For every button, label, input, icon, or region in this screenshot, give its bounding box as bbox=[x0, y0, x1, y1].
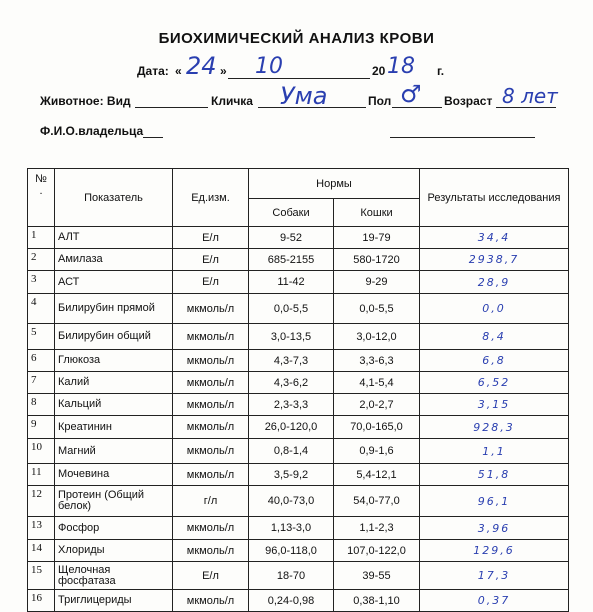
row-unit: мкмоль/л bbox=[173, 294, 249, 324]
row-unit: мкмоль/л bbox=[173, 394, 249, 416]
row-indicator: Глюкоза bbox=[55, 350, 173, 372]
row-unit: мкмоль/л bbox=[173, 464, 249, 486]
row-norm-dogs: 0,8-1,4 bbox=[249, 439, 334, 464]
row-norm-cats: 54,0-77,0 bbox=[334, 486, 420, 517]
row-norm-dogs: 0,24-0,98 bbox=[249, 590, 334, 612]
date-month-line bbox=[228, 78, 370, 79]
row-norm-cats: 0,9-1,6 bbox=[334, 439, 420, 464]
table-row bbox=[28, 324, 569, 350]
row-norm-cats: 4,1-5,4 bbox=[334, 372, 420, 394]
header-unit: Ед.изм. bbox=[173, 169, 249, 227]
table-row bbox=[28, 372, 569, 394]
row-indicator: Мочевина bbox=[55, 464, 173, 486]
row-norm-cats: 9-29 bbox=[334, 271, 420, 294]
date-year-value: 18 bbox=[387, 54, 415, 79]
table-row bbox=[28, 394, 569, 416]
animal-nick-value: Ума bbox=[280, 82, 328, 110]
row-number: 2 bbox=[28, 249, 55, 271]
row-norm-cats: 70,0-165,0 bbox=[334, 416, 420, 439]
header-dogs: Собаки bbox=[249, 199, 334, 227]
row-unit: Е/л bbox=[173, 227, 249, 249]
row-unit: Е/л bbox=[173, 271, 249, 294]
row-indicator: Фосфор bbox=[55, 517, 173, 540]
row-number: 7 bbox=[28, 372, 55, 394]
row-indicator: Билирубин общий bbox=[55, 324, 173, 350]
table-row bbox=[28, 486, 569, 517]
row-norm-cats: 19-79 bbox=[334, 227, 420, 249]
row-number: 5 bbox=[28, 324, 55, 350]
animal-age-label: Возраст bbox=[444, 94, 493, 108]
row-indicator: АСТ bbox=[55, 271, 173, 294]
row-number: 16 bbox=[28, 590, 55, 612]
row-norm-cats: 0,0-5,5 bbox=[334, 294, 420, 324]
row-number: 3 bbox=[28, 271, 55, 294]
row-indicator: Протеин (Общий белок) bbox=[55, 486, 173, 517]
row-norm-dogs: 1,13-3,0 bbox=[249, 517, 334, 540]
table-row bbox=[28, 562, 569, 590]
row-unit: мкмоль/л bbox=[173, 416, 249, 439]
table-row bbox=[28, 271, 569, 294]
animal-sex-value: ♂ bbox=[400, 80, 422, 108]
row-number: 12 bbox=[28, 486, 55, 517]
row-unit: г/л bbox=[173, 486, 249, 517]
row-number: 13 bbox=[28, 517, 55, 540]
row-indicator: Калий bbox=[55, 372, 173, 394]
owner-line-2 bbox=[390, 137, 535, 138]
table-row bbox=[28, 350, 569, 372]
row-unit: мкмоль/л bbox=[173, 324, 249, 350]
row-indicator: Щелочная фосфатаза bbox=[55, 562, 173, 590]
row-result: 96,1 bbox=[420, 486, 569, 517]
row-norm-cats: 3,3-6,3 bbox=[334, 350, 420, 372]
row-unit: Е/л bbox=[173, 562, 249, 590]
row-unit: Е/л bbox=[173, 249, 249, 271]
date-year-prefix: 20 bbox=[372, 64, 386, 78]
date-quote-close: » bbox=[220, 64, 227, 78]
row-norm-dogs: 40,0-73,0 bbox=[249, 486, 334, 517]
row-result: 6,52 bbox=[420, 372, 569, 394]
row-indicator: Билирубин прямой bbox=[55, 294, 173, 324]
row-norm-dogs: 11-42 bbox=[249, 271, 334, 294]
row-indicator: Креатинин bbox=[55, 416, 173, 439]
row-number: 9 bbox=[28, 416, 55, 439]
row-indicator: Амилаза bbox=[55, 249, 173, 271]
row-result: 0,0 bbox=[420, 294, 569, 324]
table-row bbox=[28, 540, 569, 562]
row-norm-dogs: 4,3-6,2 bbox=[249, 372, 334, 394]
row-indicator: АЛТ bbox=[55, 227, 173, 249]
header-num-dot: . bbox=[39, 185, 43, 197]
header-num-label: № bbox=[35, 173, 47, 185]
animal-sex-label: Пол bbox=[368, 94, 392, 108]
row-result: 2938,7 bbox=[420, 249, 569, 271]
animal-age-value: 8 лет bbox=[502, 84, 558, 108]
date-quote-open: « bbox=[175, 64, 182, 78]
row-result: 28,9 bbox=[420, 271, 569, 294]
row-number: 15 bbox=[28, 562, 55, 590]
table-row bbox=[28, 294, 569, 324]
row-unit: мкмоль/л bbox=[173, 540, 249, 562]
row-norm-dogs: 26,0-120,0 bbox=[249, 416, 334, 439]
row-indicator: Кальций bbox=[55, 394, 173, 416]
form-title: БИОХИМИЧЕСКИЙ АНАЛИЗ КРОВИ bbox=[158, 30, 435, 47]
row-norm-cats: 39-55 bbox=[334, 562, 420, 590]
row-unit: мкмоль/л bbox=[173, 590, 249, 612]
header-indicator: Показатель bbox=[55, 169, 173, 227]
row-unit: мкмоль/л bbox=[173, 350, 249, 372]
date-day-value: 24 bbox=[186, 52, 217, 80]
row-result: 129,6 bbox=[420, 540, 569, 562]
row-result: 1,1 bbox=[420, 439, 569, 464]
row-result: 6,8 bbox=[420, 350, 569, 372]
row-norm-cats: 5,4-12,1 bbox=[334, 464, 420, 486]
results-table bbox=[27, 168, 569, 612]
row-norm-dogs: 685-2155 bbox=[249, 249, 334, 271]
row-indicator: Хлориды bbox=[55, 540, 173, 562]
row-norm-dogs: 0,0-5,5 bbox=[249, 294, 334, 324]
header-norms: Нормы bbox=[249, 169, 420, 199]
row-norm-cats: 3,0-12,0 bbox=[334, 324, 420, 350]
table-row bbox=[28, 464, 569, 486]
date-label: Дата: bbox=[137, 64, 169, 78]
row-number: 8 bbox=[28, 394, 55, 416]
row-result: 0,37 bbox=[420, 590, 569, 612]
date-month-value: 10 bbox=[255, 54, 283, 79]
row-norm-dogs: 3,0-13,5 bbox=[249, 324, 334, 350]
row-result: 3,96 bbox=[420, 517, 569, 540]
row-indicator: Магний bbox=[55, 439, 173, 464]
row-result: 928,3 bbox=[420, 416, 569, 439]
row-norm-dogs: 3,5-9,2 bbox=[249, 464, 334, 486]
row-norm-dogs: 96,0-118,0 bbox=[249, 540, 334, 562]
row-norm-dogs: 2,3-3,3 bbox=[249, 394, 334, 416]
row-number: 4 bbox=[28, 294, 55, 324]
row-result: 17,3 bbox=[420, 562, 569, 590]
row-number: 10 bbox=[28, 439, 55, 464]
animal-species-label: Животное: Вид bbox=[40, 94, 131, 108]
table-row bbox=[28, 590, 569, 612]
table-row bbox=[28, 416, 569, 439]
table-row bbox=[28, 517, 569, 540]
row-unit: мкмоль/л bbox=[173, 439, 249, 464]
owner-line-1 bbox=[143, 137, 163, 138]
table-row bbox=[28, 249, 569, 271]
row-result: 34,4 bbox=[420, 227, 569, 249]
header-cats: Кошки bbox=[334, 199, 420, 227]
row-norm-cats: 580-1720 bbox=[334, 249, 420, 271]
animal-species-line bbox=[135, 107, 208, 108]
row-norm-dogs: 9-52 bbox=[249, 227, 334, 249]
row-number: 11 bbox=[28, 464, 55, 486]
row-result: 8,4 bbox=[420, 324, 569, 350]
row-unit: мкмоль/л bbox=[173, 372, 249, 394]
row-norm-cats: 107,0-122,0 bbox=[334, 540, 420, 562]
row-number: 1 bbox=[28, 227, 55, 249]
row-norm-cats: 1,1-2,3 bbox=[334, 517, 420, 540]
row-norm-cats: 2,0-2,7 bbox=[334, 394, 420, 416]
row-result: 51,8 bbox=[420, 464, 569, 486]
row-norm-dogs: 4,3-7,3 bbox=[249, 350, 334, 372]
row-number: 6 bbox=[28, 350, 55, 372]
table-row bbox=[28, 227, 569, 249]
owner-label: Ф.И.О.владельца bbox=[40, 124, 144, 138]
date-year-unit: г. bbox=[437, 64, 445, 78]
header-num bbox=[28, 169, 55, 227]
row-indicator: Триглицериды bbox=[55, 590, 173, 612]
row-result: 3,15 bbox=[420, 394, 569, 416]
row-norm-dogs: 18-70 bbox=[249, 562, 334, 590]
row-unit: мкмоль/л bbox=[173, 517, 249, 540]
table-row bbox=[28, 439, 569, 464]
header-results: Результаты исследования bbox=[420, 169, 569, 227]
animal-nick-label: Кличка bbox=[211, 94, 253, 108]
row-number: 14 bbox=[28, 540, 55, 562]
row-norm-cats: 0,38-1,10 bbox=[334, 590, 420, 612]
